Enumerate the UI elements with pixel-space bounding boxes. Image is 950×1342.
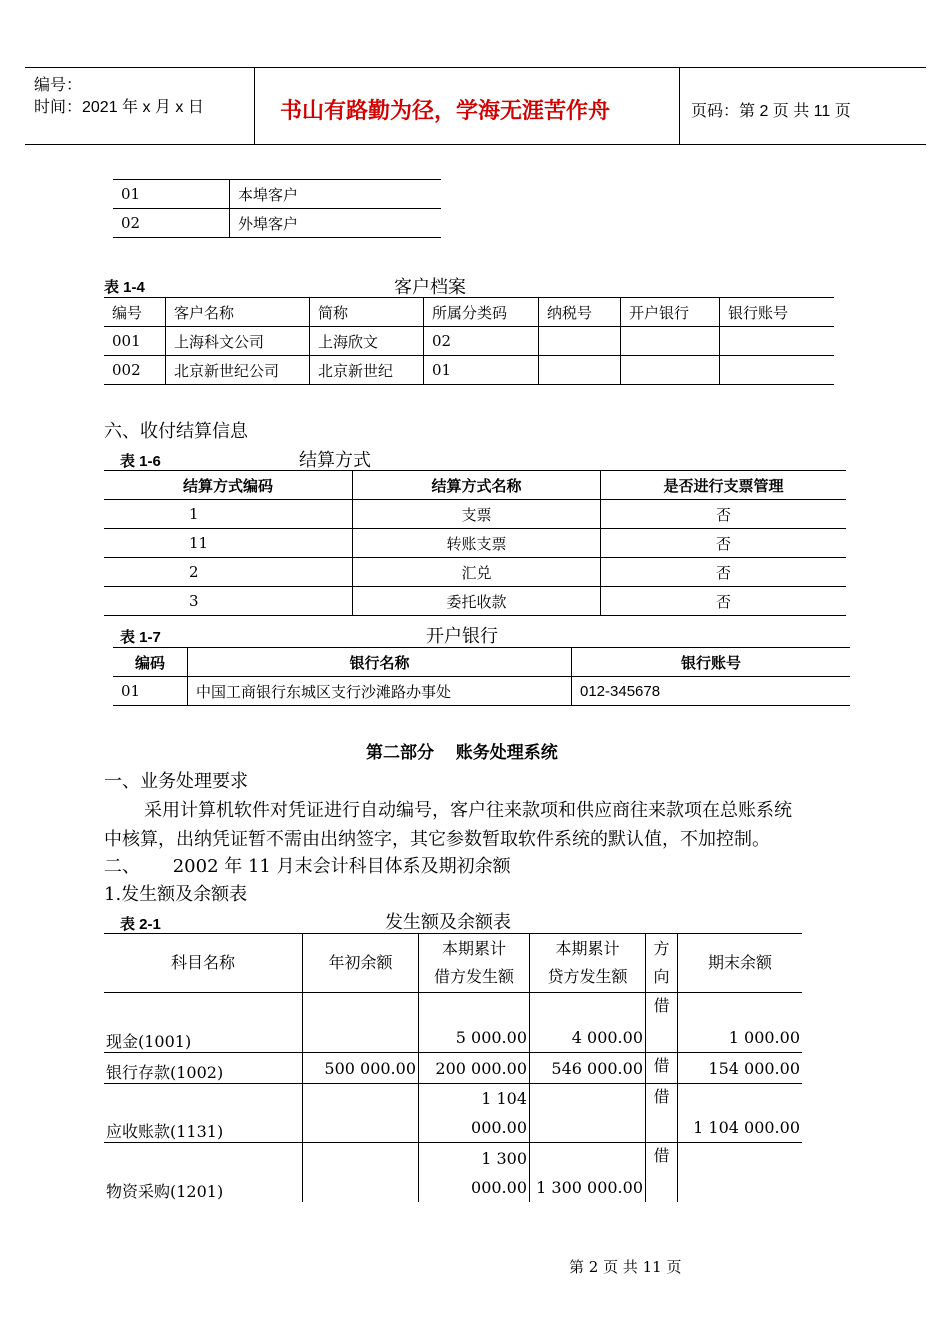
table-cell: 01 (113, 677, 188, 706)
table-cell: 汇兑 (353, 558, 601, 587)
table-cell: 001 (104, 327, 166, 356)
table-caption-number: 表 1-7 (120, 629, 161, 646)
opening-balance (303, 993, 419, 1053)
table-cell: 本埠客户 (230, 180, 442, 209)
table-cell: 否 (601, 500, 847, 529)
column-header: 开户银行 (621, 298, 720, 327)
section-heading: 一、业务处理要求 (104, 771, 248, 792)
table-cell: 上海欣文 (310, 327, 424, 356)
closing-balance: 154 000.00 (678, 1053, 803, 1084)
table-row (113, 677, 850, 706)
credit-amount: 1 300 000.00 (530, 1143, 646, 1202)
credit-amount: 546 000.00 (530, 1053, 646, 1084)
table-header-row (104, 298, 834, 327)
table-header-row (104, 934, 802, 993)
header-motto: 书山有路勤为径，学海无涯苦作舟 (280, 98, 611, 123)
account-name: 现金(1001) (104, 993, 303, 1053)
table-cell (720, 327, 835, 356)
column-header: 年初余额 (303, 934, 419, 993)
debit-amount: 1 300 000.00 (419, 1143, 530, 1202)
table-caption-number: 表 1-4 (104, 279, 145, 296)
paragraph-line: 中核算，出纳凭证暂不需由出纳签字，其它参数暂取软件系统的默认值，不加控制。 (104, 829, 770, 850)
page-header (25, 67, 926, 145)
paragraph-line: 采用计算机软件对凭证进行自动编号，客户往来款项和供应商往来款项在总账系统 (144, 800, 792, 821)
table-header-row (104, 471, 846, 500)
column-header: 客户名称 (166, 298, 310, 327)
customer-archive-table (104, 297, 834, 385)
column-header: 编码 (113, 648, 188, 677)
balance-direction: 借 (646, 1143, 678, 1202)
opening-balance (303, 1143, 419, 1202)
column-header: 结算方式编码 (104, 471, 353, 500)
table-row (104, 1143, 802, 1202)
part-title: 第二部分 账务处理系统 (366, 743, 558, 762)
table-cell: 002 (104, 356, 166, 385)
table-row (113, 180, 441, 209)
balance-table (104, 933, 802, 1202)
section-heading: 二、 2002 年 11 月末会计科目体系及期初余额 (104, 856, 511, 877)
settlement-method-table (104, 470, 846, 616)
debit-amount: 200 000.00 (419, 1053, 530, 1084)
debit-amount: 1 104 000.00 (419, 1084, 530, 1143)
doc-time-label: 时间：2021 年 x 月 x 日 (34, 99, 204, 116)
table-cell: 012-345678 (572, 677, 851, 706)
table-cell: 上海科文公司 (166, 327, 310, 356)
table-cell: 否 (601, 558, 847, 587)
header-line: 本期累计 (555, 939, 620, 958)
table-cell: 2 (104, 558, 353, 587)
table-title: 开户银行 (426, 626, 498, 647)
table-cell: 北京新世纪公司 (166, 356, 310, 385)
table-row (104, 558, 846, 587)
table-cell (539, 327, 621, 356)
table-cell: 北京新世纪 (310, 356, 424, 385)
table-row (104, 993, 802, 1053)
header-line: 贷方发生额 (547, 967, 628, 986)
subsection-heading: 1.发生额及余额表 (104, 884, 248, 905)
header-line: 借方发生额 (433, 967, 514, 986)
header-divider (254, 68, 255, 144)
column-header (419, 934, 530, 993)
table-cell: 转账支票 (353, 529, 601, 558)
table-title: 客户档案 (394, 277, 466, 298)
table-cell: 外埠客户 (230, 209, 442, 238)
table-cell: 支票 (353, 500, 601, 529)
balance-direction: 借 (646, 1053, 678, 1084)
column-header: 银行名称 (188, 648, 572, 677)
column-header (530, 934, 646, 993)
table-cell: 02 (113, 209, 230, 238)
table-cell: 01 (424, 356, 539, 385)
table-cell: 委托收款 (353, 587, 601, 616)
opening-balance (303, 1084, 419, 1143)
column-header: 期末余额 (678, 934, 803, 993)
column-header: 银行账号 (572, 648, 851, 677)
balance-direction: 借 (646, 993, 678, 1053)
table-cell: 11 (104, 529, 353, 558)
column-header: 是否进行支票管理 (601, 471, 847, 500)
table-caption-number: 表 2-1 (120, 916, 161, 933)
table-cell (621, 327, 720, 356)
table-row (104, 327, 834, 356)
table-cell (720, 356, 835, 385)
table-title: 结算方式 (299, 450, 371, 471)
account-name: 应收账款(1131) (104, 1084, 303, 1143)
header-divider (679, 68, 680, 144)
page-footer: 第 2 页 共 11 页 (569, 1258, 682, 1276)
table-header-row (113, 648, 850, 677)
account-name: 银行存款(1002) (104, 1053, 303, 1084)
header-line: 本期累计 (441, 939, 506, 958)
table-title: 发生额及余额表 (385, 912, 511, 933)
table-cell (621, 356, 720, 385)
table-cell: 中国工商银行东城区支行沙滩路办事处 (188, 677, 572, 706)
table-row (104, 1053, 802, 1084)
column-header: 银行账号 (720, 298, 835, 327)
table-cell: 3 (104, 587, 353, 616)
closing-balance: 1 000.00 (678, 993, 803, 1053)
table-cell: 否 (601, 529, 847, 558)
column-header: 结算方式名称 (353, 471, 601, 500)
column-header: 简称 (310, 298, 424, 327)
table-cell: 01 (113, 180, 230, 209)
table-row (104, 529, 846, 558)
table-row (104, 356, 834, 385)
header-line: 方 (653, 939, 670, 958)
column-header: 纳税号 (539, 298, 621, 327)
table-row (113, 209, 441, 238)
table-cell: 1 (104, 500, 353, 529)
header-page-info: 页码：第 2 页 共 11 页 (691, 103, 851, 120)
closing-balance (678, 1143, 803, 1202)
table-row (104, 500, 846, 529)
section-heading: 六、收付结算信息 (104, 421, 248, 442)
closing-balance: 1 104 000.00 (678, 1084, 803, 1143)
doc-number-label: 编号： (34, 77, 83, 94)
table-cell: 否 (601, 587, 847, 616)
table-cell (539, 356, 621, 385)
column-header: 所属分类码 (424, 298, 539, 327)
table-row (104, 1084, 802, 1143)
credit-amount (530, 1084, 646, 1143)
header-line: 向 (653, 967, 670, 986)
customer-category-table (113, 179, 441, 238)
table-row (104, 587, 846, 616)
column-header (646, 934, 678, 993)
column-header: 科目名称 (104, 934, 303, 993)
credit-amount: 4 000.00 (530, 993, 646, 1053)
balance-direction: 借 (646, 1084, 678, 1143)
bank-account-table (113, 647, 850, 706)
account-name: 物资采购(1201) (104, 1143, 303, 1202)
opening-balance: 500 000.00 (303, 1053, 419, 1084)
debit-amount: 5 000.00 (419, 993, 530, 1053)
table-caption-number: 表 1-6 (120, 453, 161, 470)
table-cell: 02 (424, 327, 539, 356)
column-header: 编号 (104, 298, 166, 327)
